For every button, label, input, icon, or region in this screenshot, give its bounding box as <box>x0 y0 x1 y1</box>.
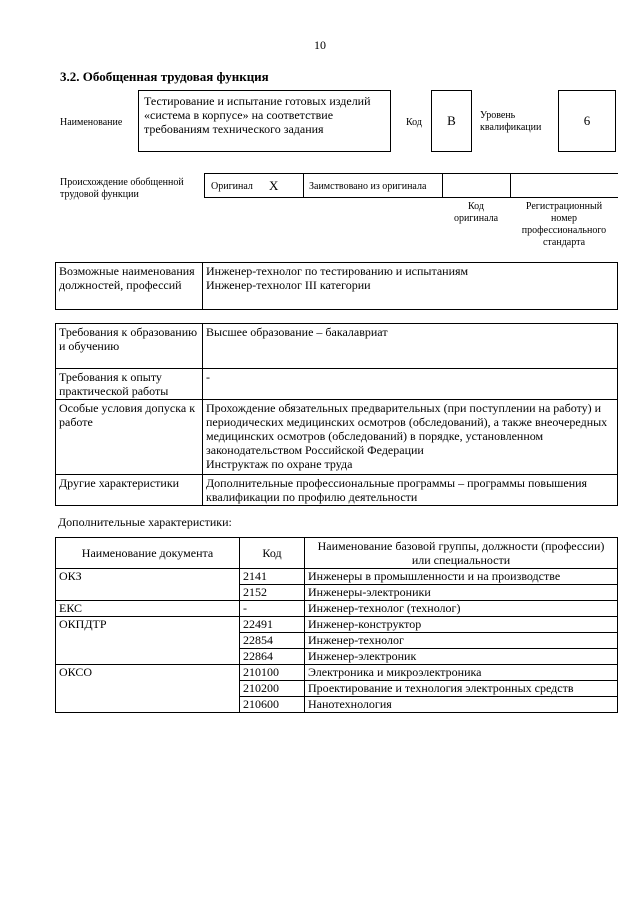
code-caption: Код оригинала <box>453 201 499 224</box>
doc-cell: ОКПДТР <box>56 617 240 665</box>
code-cell: - <box>240 601 305 617</box>
name-cell: Инженер-конструктор <box>305 617 618 633</box>
additional-table <box>55 537 618 713</box>
level-box <box>558 90 616 152</box>
original-box <box>204 173 304 198</box>
doc-cell: ОКСО <box>56 665 240 713</box>
position-item: Инженер-технолог по тестированию и испытаниям <box>206 264 469 278</box>
origin-divider <box>510 173 511 198</box>
position-item: Инженер-технолог III категории <box>206 278 371 292</box>
table-header-row <box>56 538 618 569</box>
level-label: Уровень квалификации <box>480 110 542 133</box>
origin-bottom-line <box>443 197 618 198</box>
header-doc: Наименование документа <box>56 538 240 569</box>
requirement-label: Требования к опыту практической работы <box>56 369 203 400</box>
code-cell: 2141 <box>240 569 305 585</box>
positions-table <box>55 262 618 310</box>
requirement-value: Прохождение обязательных предварительных (при поступлении на работу) и периодических медицинских осмотров (обследований), а также внеочередных медицинских осмотров (обследований) в порядке, установленном законодательством Российской Федерации Инструктаж по охране труда <box>203 400 618 475</box>
borrowed-label: Заимствовано из оригинала <box>309 181 427 192</box>
code-cell: 210600 <box>240 697 305 713</box>
requirement-label: Другие характеристики <box>56 475 203 506</box>
borrowed-box <box>303 173 443 198</box>
table-row <box>56 665 618 681</box>
positions-label: Возможные наименования должностей, профессий <box>56 263 203 310</box>
requirement-label: Особые условия допуска к работе <box>56 400 203 475</box>
code-box <box>431 90 472 152</box>
requirement-label: Требования к образованию и обучению <box>56 324 203 369</box>
name-label: Наименование <box>60 117 123 128</box>
doc-cell: ЕКС <box>56 601 240 617</box>
requirement-row <box>56 475 618 506</box>
level-value: 6 <box>583 113 591 128</box>
positions-values <box>203 263 618 310</box>
origin-label: Происхождение обобщенной трудовой функции <box>60 177 184 200</box>
additional-title: Дополнительные характеристики: <box>58 515 232 529</box>
name-cell: Инженеры в промышленности и на производстве <box>305 569 618 585</box>
requirement-value: Дополнительные профессиональные программы – программы повышения квалификации по профилю деятельности <box>203 475 618 506</box>
code-cell: 22854 <box>240 633 305 649</box>
header-name: Наименование базовой группы, должности (профессии) или специальности <box>305 538 618 569</box>
table-row <box>56 569 618 585</box>
table-row <box>56 617 618 633</box>
requirements-table <box>55 323 618 506</box>
code-cell: 22491 <box>240 617 305 633</box>
name-cell: Инженеры-электроники <box>305 585 618 601</box>
requirement-row <box>56 400 618 475</box>
code-cell: 210200 <box>240 681 305 697</box>
requirement-row <box>56 324 618 369</box>
requirement-value: Высшее образование – бакалавриат <box>203 324 618 369</box>
name-cell: Инженер-технолог (технолог) <box>305 601 618 617</box>
original-label: Оригинал <box>211 181 253 192</box>
code-label: Код <box>406 117 422 128</box>
requirement-value: - <box>203 369 618 400</box>
function-name-value: Тестирование и испытание готовых изделий «система в корпусе» на соответствие требованиям технического задания <box>144 94 371 136</box>
function-name-box <box>138 90 391 152</box>
code-cell: 22864 <box>240 649 305 665</box>
name-cell: Инженер-электроник <box>305 649 618 665</box>
table-row <box>56 601 618 617</box>
code-cell: 2152 <box>240 585 305 601</box>
name-cell: Электроника и микроэлектроника <box>305 665 618 681</box>
section-title: 3.2. Обобщенная трудовая функция <box>60 69 269 84</box>
page-number: 10 <box>314 38 326 52</box>
code-value: B <box>447 113 456 128</box>
positions-row <box>56 263 618 310</box>
name-cell: Нанотехнология <box>305 697 618 713</box>
requirement-row <box>56 369 618 400</box>
original-mark: X <box>269 178 279 193</box>
doc-cell: ОКЗ <box>56 569 240 601</box>
origin-top-line <box>443 173 618 174</box>
reg-caption: Регистрационный номер профессионального стандарта <box>521 201 607 248</box>
code-cell: 210100 <box>240 665 305 681</box>
header-code: Код <box>240 538 305 569</box>
name-cell: Инженер-технолог <box>305 633 618 649</box>
name-cell: Проектирование и технология электронных средств <box>305 681 618 697</box>
